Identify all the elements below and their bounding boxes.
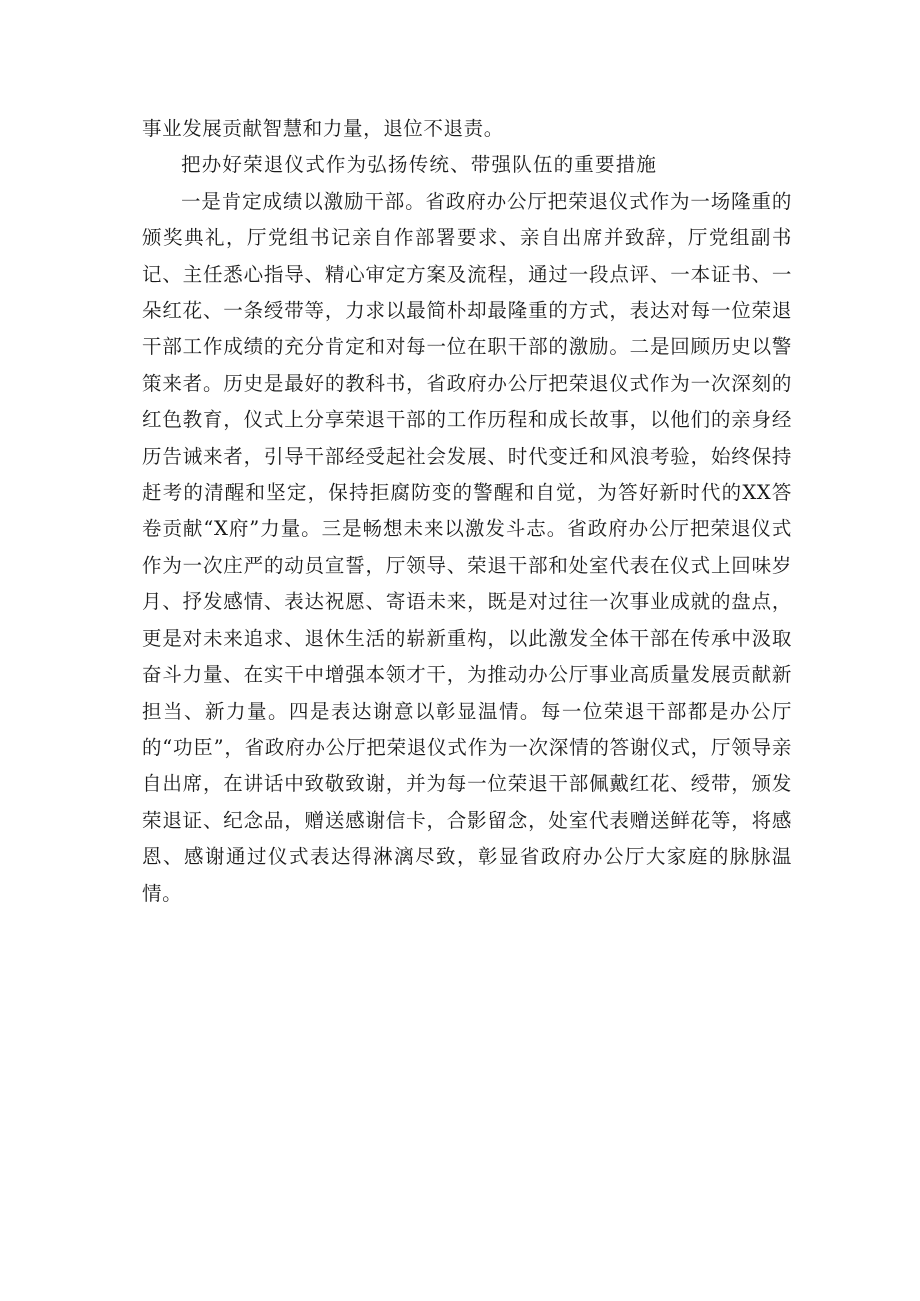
document-body [142, 111, 792, 912]
paragraph-continuation: 事业发展贡献智慧和力量，退位不退责。 [142, 117, 504, 140]
section-heading: 把办好荣退仪式作为弘扬传统、带强队伍的重要措施 [181, 153, 658, 177]
paragraph-body: 一是肯定成绩以激励干部。省政府办公厅把荣退仪式作为一场隆重的颁奖典礼，厅党组书记亲自作部署要求、亲自出席并致辞，厅党组副书记、主任悉心指导、精心审定方案及流程，通过一段点评、一本证书、一朵红花、一条绶带等，力求以最简朴却最隆重的方式，表达对每一位荣退干部工作成绩的充分肯定和对每一位在职干部的激励。二是回顾历史以警策来者。历史是最好的教科书，省政府办公厅把荣退仪式作为一次深刻的红色教育，仪式上分享荣退干部的工作历程和成长故事，以他们的亲身经历告诫来者，引导干部经受起社会发展、时代变迁和风浪考验，始终保持赶考的清醒和坚定，保持拒腐防变的警醒和自觉，为答好新时代的XX答卷贡献“X府”力量。三是畅想未来以激发斗志。省政府办公厅把荣退仪式作为一次庄严的动员宣誓，厅领导、荣退干部和处室代表在仪式上回味岁月、抒发感情、表达祝愿、寄语未来，既是对过往一次事业成就的盘点，更是对未来追求、退休生活的崭新重构，以此激发全体干部在传承中汲取奋斗力量、在实干中增强本领才干，为推动办公厅事业高质量发展贡献新担当、新力量。四是表达谢意以彰显温情。每一位荣退干部都是办公厅的“功臣”，省政府办公厅把荣退仪式作为一次深情的答谢仪式，厅领导亲自出席，在讲话中致敬致谢，并为每一位荣退干部佩戴红花、绶带，颁发荣退证、纪念品，赠送感谢信卡，合影留念，处室代表赠送鲜花等，将感恩、感谢通过仪式表达得淋漓尽致，彰显省政府办公厅大家庭的脉脉温情。 [142, 189, 792, 905]
